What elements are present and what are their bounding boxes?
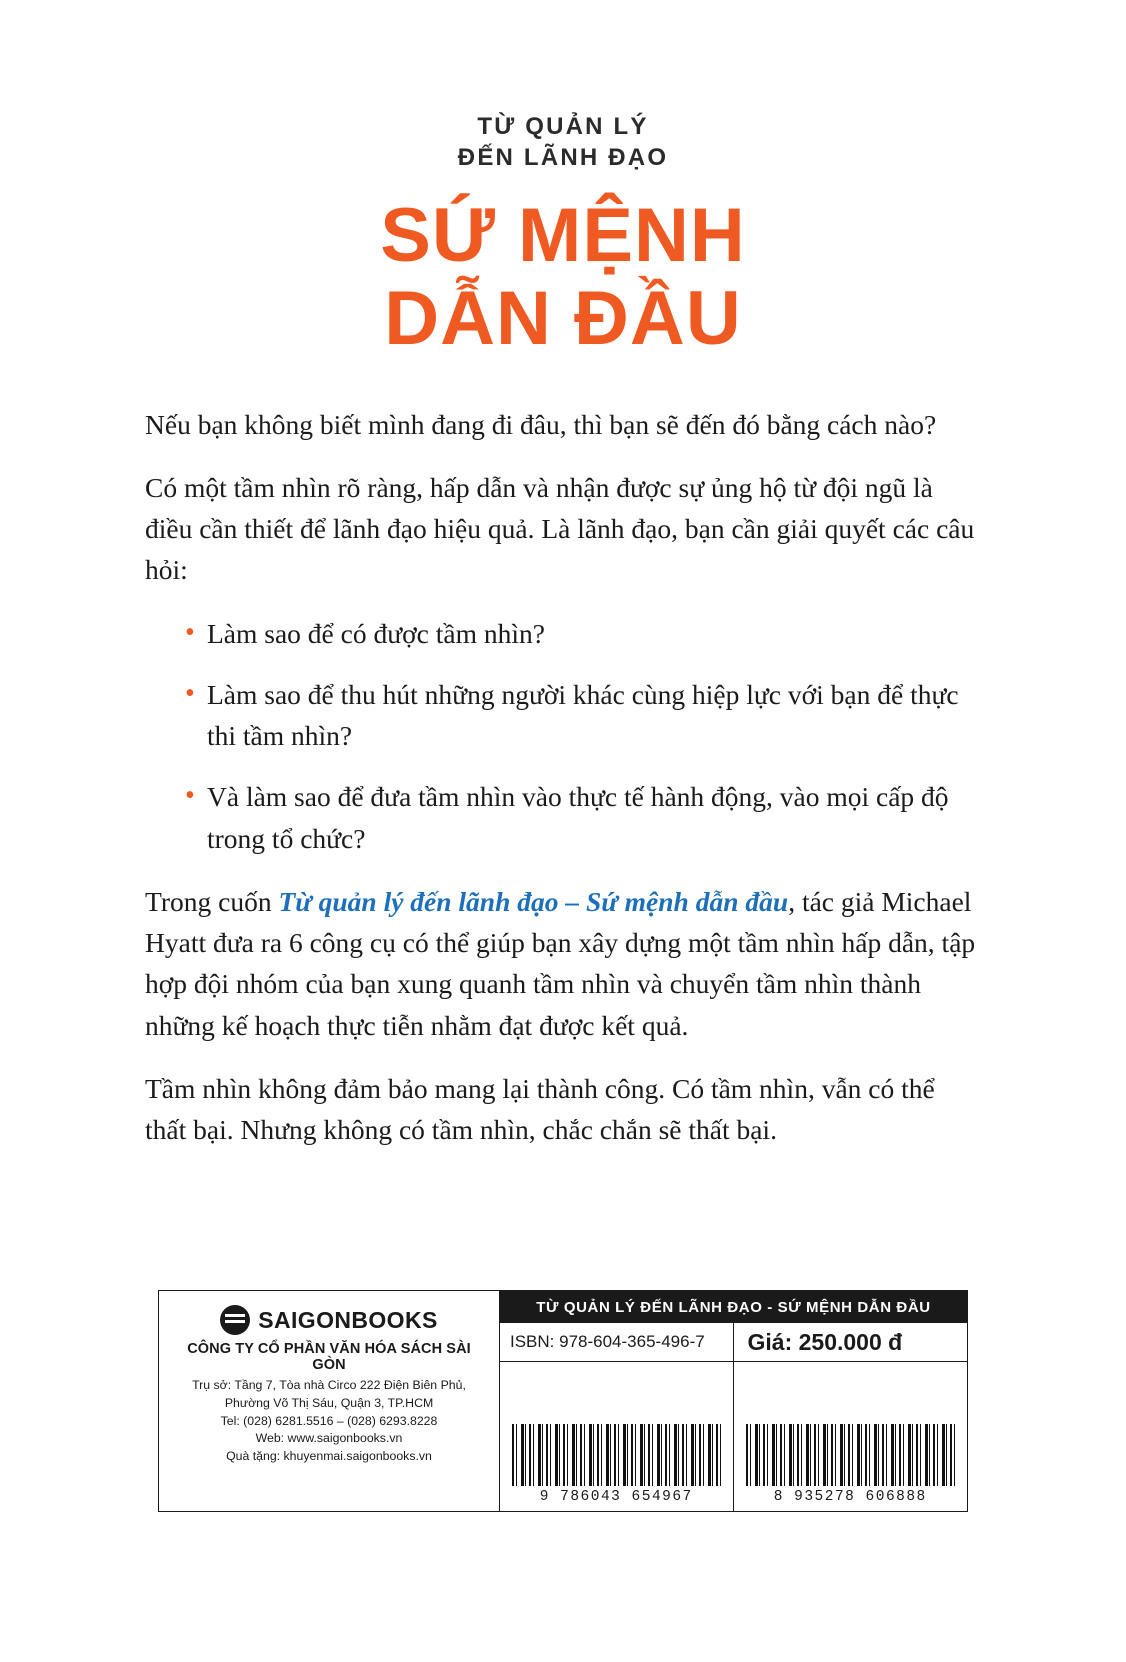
list-item: • Làm sao để có được tầm nhìn? — [185, 613, 981, 654]
product-barcode — [734, 1362, 968, 1511]
isbn-barcode-digits: 9 786043 654967 — [539, 1489, 693, 1505]
publisher-address-line-1: Trụ sở: Tầng 7, Tòa nhà Circo 222 Điện Biên Phủ, — [192, 1378, 466, 1392]
blurb-paragraph-1: Nếu bạn không biết mình đang đi đâu, thì bạn sẽ đến đó bằng cách nào? — [145, 408, 937, 440]
blurb-paragraph-4: Tầm nhìn không đảm bảo mang lại thành công. Có tầm nhìn, vẫn có thể thất bại. Nhưng không có tầm nhìn, chắc chắn sẽ thất bại. — [145, 1072, 935, 1146]
isbn-price-row — [500, 1323, 967, 1362]
blurb-body — [145, 404, 981, 1151]
page-title-line-2: DẪN ĐẦU — [384, 275, 742, 361]
blurb-paragraph-3 — [145, 881, 981, 1046]
publisher-website: Web: www.saigonbooks.vn — [255, 1431, 403, 1446]
barcode-bars-icon — [512, 1424, 721, 1486]
blurb-paragraph-3-after: , tác giả Michael Hyatt đưa ra 6 công cụ có thể giúp bạn xây dựng một tầm nhìn hấp dẫn, tập hợp đội nhóm của bạn xung quanh tầm nhìn và chuyển tầm nhìn thành những kế hoạch thực tiễn nhằm đạt được kết quả. — [145, 885, 976, 1041]
publisher-block — [159, 1291, 499, 1511]
list-item: • Làm sao để thu hút những người khác cùng hiệp lực với bạn để thực thi tầm nhìn? — [185, 674, 981, 757]
isbn-barcode — [500, 1362, 734, 1511]
isbn-value: ISBN: 978-604-365-496-7 — [500, 1323, 734, 1361]
publisher-address — [169, 1377, 489, 1466]
publisher-logo — [169, 1305, 489, 1335]
footer-panel — [158, 1290, 968, 1512]
publisher-promo-link: Quà tặng: khuyenmai.saigonbooks.vn — [226, 1449, 432, 1464]
blurb-paragraph-3-before: Trong cuốn — [145, 885, 279, 917]
publisher-phone: Tel: (028) 6281.5516 – (028) 6293.8228 — [220, 1413, 438, 1428]
barcode-bars-icon — [746, 1424, 956, 1486]
barcode-row — [500, 1362, 967, 1511]
list-item: • Và làm sao để đưa tầm nhìn vào thực tế hành động, vào mọi cấp độ trong tổ chức? — [185, 776, 981, 859]
cover-kicker-line-2: ĐẾN LÃNH ĐẠO — [457, 143, 669, 171]
saigonbooks-logo-icon — [220, 1305, 250, 1335]
page-title-line-1: SỨ MỆNH — [380, 193, 746, 279]
meta-panel — [499, 1291, 967, 1511]
page-title — [0, 195, 1126, 359]
product-barcode-digits: 8 935278 606888 — [773, 1489, 927, 1505]
publisher-company-name: CÔNG TY CỔ PHẦN VĂN HÓA SÁCH SÀI GÒN — [187, 1341, 471, 1373]
question-list — [145, 613, 981, 859]
blurb-paragraph-2: Có một tầm nhìn rõ ràng, hấp dẫn và nhận được sự ủng hộ từ đội ngũ là điều cần thiết để lãnh đạo hiệu quả. Là lãnh đạo, bạn cần giải quyết các câu hỏi: — [145, 471, 975, 586]
cover-kicker — [0, 112, 1126, 173]
book-title-reference: Từ quản lý đến lãnh đạo – Sứ mệnh dẫn đầu — [278, 885, 789, 917]
meta-title-strip: TỪ QUẢN LÝ ĐẾN LÃNH ĐẠO - SỨ MỆNH DẪN ĐẦU — [500, 1291, 967, 1323]
cover-kicker-line-1: TỪ QUẢN LÝ — [477, 113, 649, 140]
publisher-address-line-2: Phường Võ Thị Sáu, Quận 3, TP.HCM — [224, 1395, 434, 1410]
price-value: Giá: 250.000 đ — [747, 1329, 903, 1355]
publisher-logo-text: SAIGONBOOKS — [258, 1306, 438, 1333]
